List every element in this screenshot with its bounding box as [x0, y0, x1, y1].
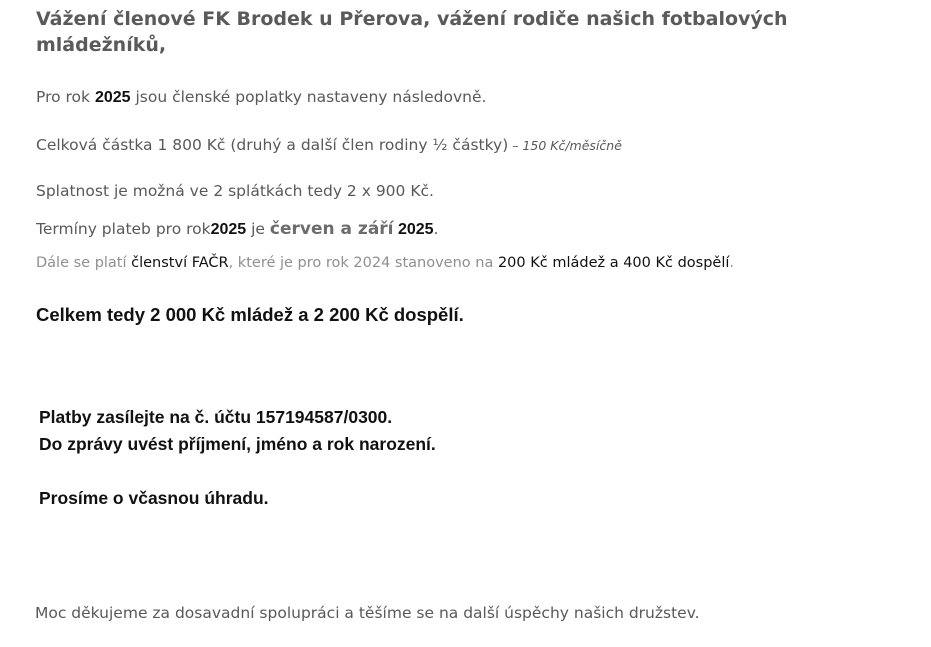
account-number-line: Platby zasílejte na č. účtu 157194587/0300. — [39, 407, 393, 427]
payment-message-line: Do zprávy uvést příjmení, jméno a rok narození. — [39, 434, 436, 454]
thanks-line: Moc děkujeme za dosavadní spolupráci a těšíme se na další úspěchy našich družstev. — [35, 604, 700, 622]
fees-intro-line — [36, 88, 486, 107]
terms-middle: je — [246, 220, 270, 238]
installments-line: Splatnost je možná ve 2 splátkách tedy 2 x 900 Kč. — [36, 182, 434, 200]
total-amount-line — [36, 136, 622, 154]
timely-payment-line: Prosíme o včasnou úhradu. — [39, 488, 269, 508]
fees-prefix: Pro rok — [36, 88, 95, 106]
total-amount-text: Celková částka 1 800 Kč (druhý a další člen rodiny ½ částky) — [36, 136, 509, 154]
facr-end: . — [729, 255, 735, 271]
fees-suffix: jsou členské poplatky nastaveny následovně. — [130, 88, 487, 106]
facr-prefix: Dále se platí — [36, 255, 132, 271]
terms-end: . — [433, 220, 439, 238]
letter-heading: Vážení členové FK Brodek u Přerova, vážení rodiče našich fotbalových mládežníků, — [36, 8, 788, 56]
monthly-amount: – 150 Kč/měsíčně — [508, 138, 622, 153]
fees-year: 2025 — [94, 89, 131, 106]
facr-amounts: 200 Kč mládež a 400 Kč dospělí — [497, 255, 730, 271]
facr-membership: členství FAČR — [131, 255, 229, 271]
payment-terms-line — [36, 219, 438, 239]
terms-year-2: 2025 — [393, 221, 434, 238]
terms-prefix: Termíny plateb pro rok — [36, 220, 211, 238]
facr-middle: , které je pro rok 2024 stanoveno na — [228, 255, 498, 271]
total-sum-line: Celkem tedy 2 000 Kč mládež a 2 200 Kč dospělí. — [36, 304, 464, 325]
terms-months: červen a září — [269, 219, 394, 239]
terms-year: 2025 — [210, 221, 247, 238]
payment-instructions — [39, 404, 436, 512]
facr-membership-line — [36, 255, 734, 271]
